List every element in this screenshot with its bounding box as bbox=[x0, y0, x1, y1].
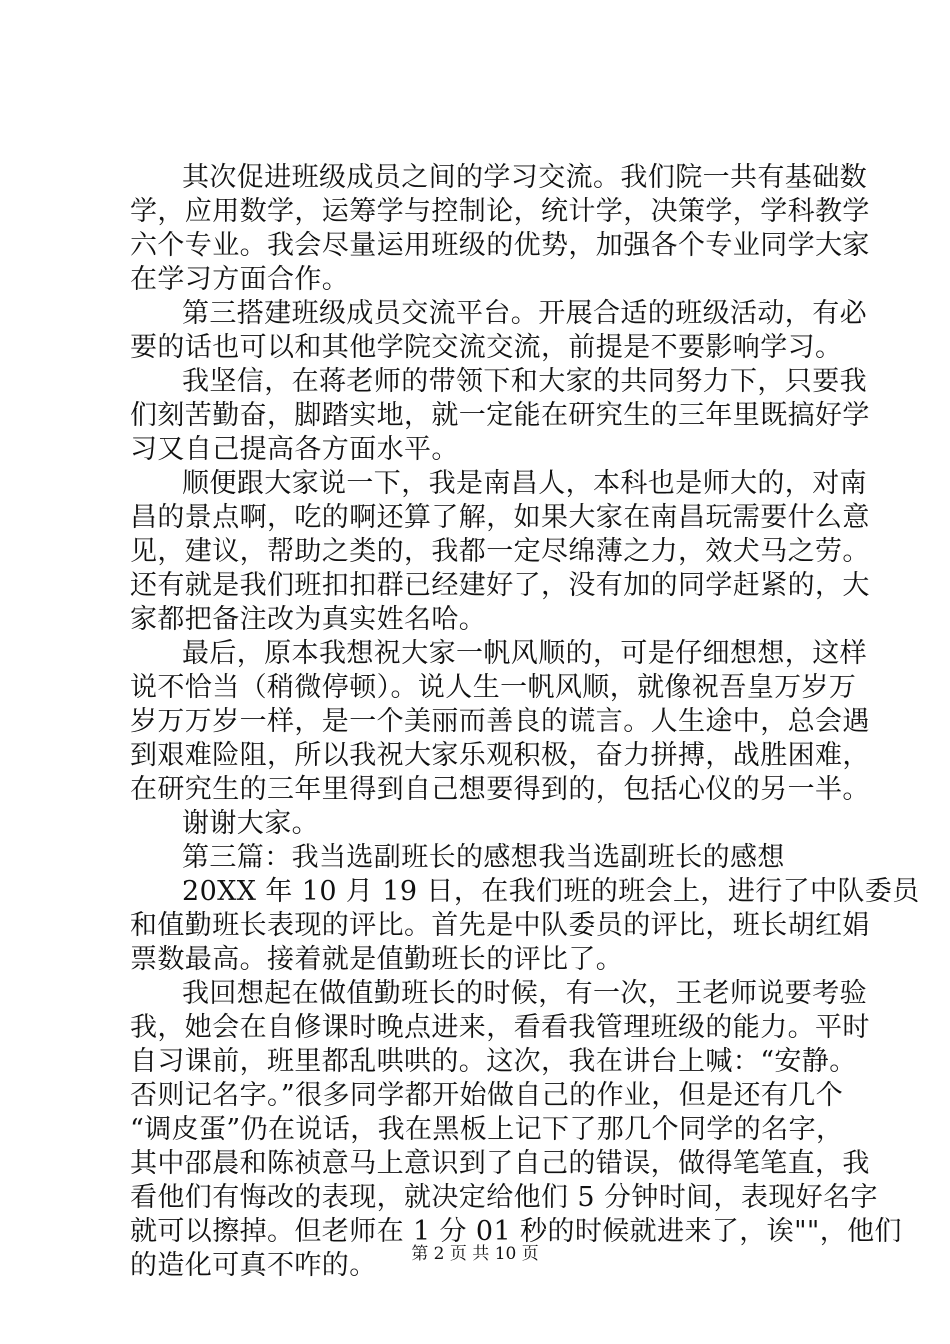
text-line: 我坚信，在蒋老师的带领下和大家的共同努力下，只要我 bbox=[182, 366, 867, 397]
text-line: 家都把备注改为真实姓名哈。 bbox=[130, 604, 487, 635]
text-line: 其中邵晨和陈祯意马上意识到了自己的错误，做得笔笔直，我 bbox=[130, 1148, 870, 1179]
text-line: 顺便跟大家说一下，我是南昌人，本科也是师大的，对南 bbox=[182, 468, 867, 499]
text-line: 们刻苦勤奋，脚踏实地，就一定能在研究生的三年里既搞好学 bbox=[130, 400, 870, 431]
text-line: 票数最高。接着就是值勤班长的评比了。 bbox=[130, 944, 624, 975]
text-line: “调皮蛋”仍在说话，我在黑板上记下了那几个同学的名字， bbox=[130, 1114, 844, 1145]
text-line: 谢谢大家。 bbox=[182, 808, 319, 839]
page-footer: 第 2 页 共 10 页 bbox=[411, 1244, 539, 1264]
text-line: 还有就是我们班扣扣群已经建好了，没有加的同学赶紧的，大 bbox=[130, 570, 870, 601]
text-line: 否则记名字。”很多同学都开始做自己的作业，但是还有几个 bbox=[130, 1080, 844, 1111]
text-line: 在研究生的三年里得到自己想要得到的，包括心仪的另一半。 bbox=[130, 774, 870, 805]
text-line: 就可以擦掉。但老师在 1 分 01 秒的时候就进来了，诶""，他们 bbox=[130, 1216, 902, 1247]
text-line: 昌的景点啊，吃的啊还算了解，如果大家在南昌玩需要什么意 bbox=[130, 502, 870, 533]
text-line: 和值勤班长表现的评比。首先是中队委员的评比，班长胡红娟 bbox=[130, 910, 870, 941]
text-line: 岁万万岁一样，是一个美丽而善良的谎言。人生途中，总会遇 bbox=[130, 706, 870, 737]
text-line: 最后，原本我想祝大家一帆风顺的，可是仔细想想，这样 bbox=[182, 638, 867, 669]
text-line: 说不恰当（稍微停顿）。说人生一帆风顺，就像祝吾皇万岁万 bbox=[130, 672, 857, 703]
text-line: 要的话也可以和其他学院交流交流，前提是不要影响学习。 bbox=[130, 332, 843, 363]
text-line: 第三篇：我当选副班长的感想我当选副班长的感想 bbox=[182, 842, 785, 873]
text-line: 六个专业。我会尽量运用班级的优势，加强各个专业同学大家 bbox=[130, 230, 870, 261]
document-body bbox=[130, 161, 920, 1283]
text-line: 的造化可真不咋的。 bbox=[130, 1250, 377, 1281]
text-line: 到艰难险阻，所以我祝大家乐观积极，奋力拼搏，战胜困难， bbox=[130, 740, 870, 771]
text-line: 20XX 年 10 月 19 日，在我们班的班会上，进行了中队委员 bbox=[182, 876, 920, 907]
text-line: 学，应用数学，运筹学与控制论，统计学，决策学，学科教学 bbox=[130, 196, 870, 227]
text-line: 我，她会在自修课时晚点进来，看看我管理班级的能力。平时 bbox=[130, 1012, 870, 1043]
text-line: 第三搭建班级成员交流平台。开展合适的班级活动，有必 bbox=[182, 298, 867, 329]
text-line: 我回想起在做值勤班长的时候，有一次，王老师说要考验 bbox=[182, 978, 867, 1009]
text-line: 习又自己提高各方面水平。 bbox=[130, 434, 459, 465]
text-line: 自习课前，班里都乱哄哄的。这次，我在讲台上喊：“安静。 bbox=[130, 1046, 857, 1077]
text-line: 见，建议，帮助之类的，我都一定尽绵薄之力，效犬马之劳。 bbox=[130, 536, 870, 567]
text-line: 在学习方面合作。 bbox=[130, 264, 350, 295]
text-line: 看他们有悔改的表现，就决定给他们 5 分钟时间，表现好名字 bbox=[130, 1182, 878, 1213]
text-line: 其次促进班级成员之间的学习交流。我们院一共有基础数 bbox=[182, 162, 867, 193]
